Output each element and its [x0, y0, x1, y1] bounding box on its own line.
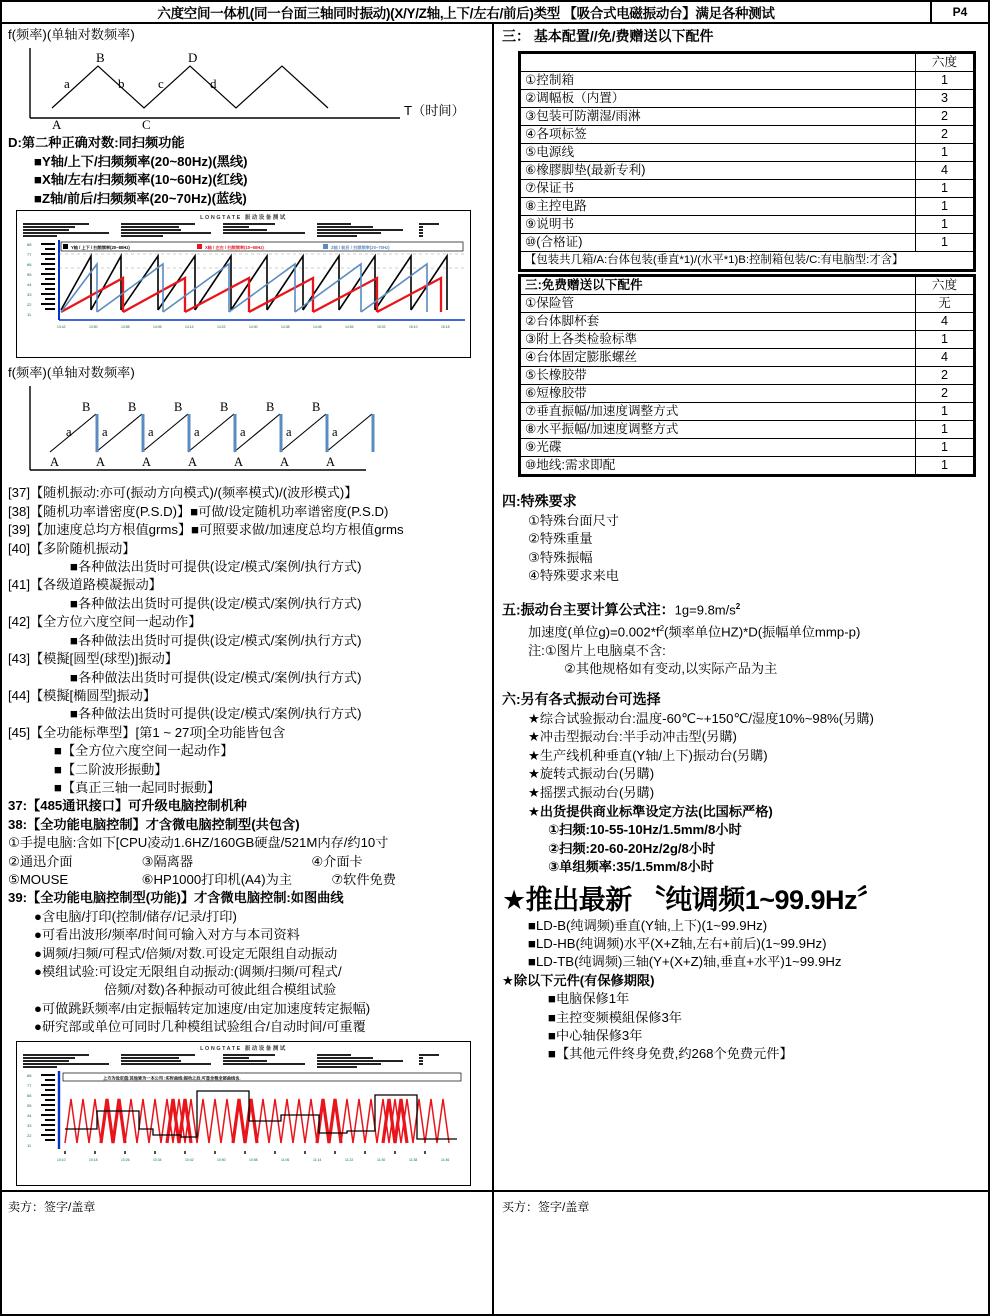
item-num: [39] — [8, 522, 30, 538]
table-row — [521, 349, 974, 367]
svg-text:11:38: 11:38 — [409, 1157, 418, 1162]
cell-qty: 1 — [916, 439, 974, 457]
item-sub: ■各种做法出货时可提供(设定/模式/案例/执行方式) — [70, 595, 362, 611]
svg-text:Y轴 / 上下 / 扫频频率(20~80Hz): Y轴 / 上下 / 扫频频率(20~80Hz) — [71, 245, 130, 251]
ld-model: ■LD-B(纯调频)垂直(Y轴,上下)(1~99.9Hz) — [528, 917, 768, 933]
warranty-item: ■电脑保修1年 — [548, 991, 630, 1007]
left-column — [2, 24, 494, 1190]
cell-qty: 2 — [916, 126, 974, 144]
svg-text:B: B — [312, 400, 321, 415]
svg-text:10:50: 10:50 — [217, 1157, 226, 1162]
list-item — [8, 613, 488, 631]
svg-text:10:34: 10:34 — [153, 1157, 162, 1162]
table-row — [521, 126, 974, 144]
cell-name: ⑨光碟 — [521, 439, 916, 457]
cell-name: ②台体脚杯套 — [521, 313, 916, 331]
svg-text:11: 11 — [27, 1142, 32, 1148]
svg-text:c: c — [158, 76, 164, 92]
item-num: [44] — [8, 687, 30, 703]
svg-text:A: A — [280, 455, 290, 470]
svg-text:10:42: 10:42 — [185, 1157, 194, 1162]
d-block-line-z: ■Z轴/前后/扫频频率(20~70Hz)(蓝线) — [34, 190, 247, 206]
svg-text:10:18: 10:18 — [89, 1157, 98, 1162]
svg-text:15:02: 15:02 — [377, 325, 386, 330]
sub-interface-card: ④介面卡 — [311, 853, 363, 869]
table-header-row — [521, 277, 974, 295]
svg-text:a: a — [240, 425, 246, 440]
cell-qty: 1 — [916, 72, 974, 90]
cell-name: ⑤电源线 — [521, 144, 916, 162]
list-item — [8, 521, 488, 539]
svg-text:B: B — [266, 400, 275, 415]
d-block-line-x: ■X轴/左右/扫频频率(10~60Hz)(红线) — [34, 172, 248, 188]
page-number: P4 — [930, 2, 988, 22]
svg-text:11:14: 11:14 — [313, 1157, 322, 1162]
cell-name: ②调幅板（内置） — [521, 90, 916, 108]
item-39-pc-control-func: 39:【全功能电脑控制型(功能)】才含微电脑控制:如图曲线 — [8, 890, 344, 906]
item-text: 【加速度总均方根值grms】■可照要求做/加速度总均方根值grms — [30, 522, 404, 538]
cell-name: ⑨说明书 — [521, 216, 916, 234]
table-header-row — [521, 54, 974, 72]
svg-text:14:46: 14:46 — [313, 325, 322, 330]
sweep-chart-meta — [17, 221, 470, 238]
diagram1-y-axis-label: f(频率)(单轴对数频率) — [8, 27, 135, 42]
cell-name: ⑧水平振幅/加速度调整方式 — [521, 421, 916, 439]
item-text: 【各级道路模凝振动】 — [30, 577, 162, 593]
cell-qty: 4 — [916, 349, 974, 367]
table-row — [521, 216, 974, 234]
svg-text:14:54: 14:54 — [345, 325, 354, 330]
item-38-sub-row2 — [8, 853, 488, 871]
svg-text:B: B — [82, 400, 91, 415]
svg-text:A: A — [142, 455, 152, 470]
oscillation-chart-meta — [17, 1052, 470, 1069]
cell-name: ④各项标签 — [521, 126, 916, 144]
svg-text:66: 66 — [27, 262, 32, 268]
list-item — [8, 687, 488, 705]
sec6-option: ★生产线机种垂直(Y轴/上下)振动台(另購) — [528, 747, 768, 763]
svg-text:55: 55 — [27, 272, 32, 278]
bullet-line: ●模组试验:可设定无限组自动振动:(调频/扫频/可程式/ — [34, 964, 342, 979]
item-text: 【全功能标準型】[第1 ~ 27项]全功能皆包含 — [30, 724, 286, 740]
cell-name: ⑥橡膠脚垫(最新专利) — [521, 162, 916, 180]
cell-qty: 1 — [916, 403, 974, 421]
d-block-title: D:第二种正确对数:同扫频功能 — [8, 135, 185, 151]
warranty-item: ■主控变频模組保修3年 — [548, 1009, 682, 1025]
buyer-label: 买方：签字/盖章 — [502, 1200, 590, 1214]
cell-name: ③包装可防潮湿/雨淋 — [521, 108, 916, 126]
table-row — [521, 72, 974, 90]
diagram2-y-axis-label: f(频率)(单轴对数频率) — [8, 365, 135, 381]
bullet-line: ●可看出波形/频率/时间可输入对方与本司资料 — [34, 927, 300, 943]
svg-text:14:38: 14:38 — [281, 325, 290, 330]
section-6-title: 六:另有各式振动台可选择 — [502, 690, 661, 707]
free-accessories-table-wrap — [518, 274, 976, 477]
item-sub: ■各种做法出货时可提供(设定/模式/案例/执行方式) — [70, 632, 362, 648]
svg-text:上方为设定值:其他皆为一本公司 :实时曲线:振动之后,可显: 上方为设定值:其他皆为一本公司 :实时曲线:振动之后,可显全程全部曲线也. — [103, 1075, 241, 1081]
item-num: [43] — [8, 651, 30, 667]
sawtooth-wave-diagram — [8, 382, 488, 484]
sub-mouse: ⑤MOUSE — [8, 871, 69, 887]
cell-name: ⑧主控电路 — [521, 198, 916, 216]
item-text: 【随机功率谱密度(P.S.D)】■可做/设定随机功率谱密度(P.S.D) — [30, 503, 389, 519]
formula-part-b: (频率单位HZ)*D(振幅单位mmp-p) — [664, 624, 861, 640]
table-row — [521, 331, 974, 349]
svg-text:D: D — [188, 50, 198, 66]
triangle-wave-diagram — [8, 44, 488, 132]
list-item — [8, 724, 488, 742]
table-row — [521, 162, 974, 180]
warranty-item: ■【其他元件终身免费,约268个免费元件】 — [548, 1046, 793, 1062]
item-sub: ■各种做法出货时可提供(设定/模式/案例/执行方式) — [70, 669, 362, 685]
table-note-row — [521, 252, 974, 270]
bullet-line: ●调频/扫频/可程式/倍频/对数.可设定无限组自动振动 — [34, 945, 338, 961]
sweep-chart-screenshot — [16, 210, 471, 358]
sec6-option: ★冲击型振动台:半手动冲击型(另購) — [528, 729, 737, 745]
svg-text:10:10: 10:10 — [57, 1157, 66, 1162]
svg-text:B: B — [128, 400, 137, 415]
cell-qty: 1 — [916, 198, 974, 216]
svg-text:A: A — [96, 455, 106, 470]
cell-name: ⑩(合格证) — [521, 234, 916, 252]
oscillation-chart-title: LONGTATE 振动设备测试 — [200, 1045, 287, 1052]
table-row — [521, 234, 974, 252]
sub-printer: ⑥HP1000打印机(A4)为主 — [141, 871, 293, 887]
svg-text:B: B — [174, 400, 183, 415]
cell-qty: 1 — [916, 331, 974, 349]
svg-text:13:42: 13:42 — [57, 325, 66, 330]
sec5-note-2: ②其他规格如有变动,以实际产品为主 — [564, 661, 778, 677]
standard-item: ②扫频:20-60-20Hz/2g/8小时 — [548, 840, 716, 856]
item-sub: ■各种做法出货时可提供(设定/模式/案例/执行方式) — [70, 559, 362, 575]
svg-text:a: a — [194, 425, 200, 440]
signature-footer — [2, 1190, 988, 1314]
table-row — [521, 198, 974, 216]
svg-text:33: 33 — [27, 292, 32, 298]
section-5-title — [502, 596, 980, 621]
sec4-item: ②特殊重量 — [528, 531, 593, 547]
cell-qty: 4 — [916, 162, 974, 180]
d-block-line-y: ■Y轴/上下/扫频频率(20~80Hz)(黑线) — [34, 153, 248, 169]
svg-text:11:30: 11:30 — [377, 1157, 386, 1162]
cell-qty: 1 — [916, 180, 974, 198]
svg-text:15:18: 15:18 — [441, 325, 450, 330]
svg-text:14:30: 14:30 — [249, 325, 258, 330]
svg-text:a: a — [286, 425, 292, 440]
warranty-title: ★除以下元件(有保修期限) — [502, 972, 655, 988]
cell-name: ①控制箱 — [521, 72, 916, 90]
sub-software-free: ⑦软件免费 — [331, 871, 396, 887]
formula-exponent: 2 — [659, 624, 665, 634]
cell-name: ④台体固定膨胀螺丝 — [521, 349, 916, 367]
sec6-option: ★综合试验振动台:温度-60℃~+150℃/湿度10%~98%(另購) — [528, 710, 874, 726]
col-header-qty: 六度 — [916, 54, 974, 72]
item-num: [42] — [8, 614, 30, 630]
svg-text:11:06: 11:06 — [281, 1157, 290, 1162]
table-row — [521, 385, 974, 403]
sec4-item: ③特殊振幅 — [528, 549, 593, 565]
cell-qty: 1 — [916, 457, 974, 475]
cell-qty: 1 — [916, 421, 974, 439]
item-num: [45] — [8, 724, 30, 740]
item-num: [40] — [8, 540, 30, 556]
svg-text:a: a — [66, 425, 72, 440]
buyer-signature-block[interactable] — [494, 1192, 988, 1314]
cell-qty: 4 — [916, 313, 974, 331]
svg-text:A: A — [234, 455, 244, 470]
list-item — [8, 540, 488, 558]
cell-qty: 1 — [916, 216, 974, 234]
sweep-chart-plot — [17, 238, 470, 334]
svg-text:11:46: 11:46 — [441, 1157, 450, 1162]
cell-name: ③附上各类检验标準 — [521, 331, 916, 349]
sec6-option: ★旋转式振动台(另購) — [528, 766, 655, 782]
cell-qty: 2 — [916, 367, 974, 385]
table-row — [521, 367, 974, 385]
seller-label: 卖方：签字/盖章 — [8, 1200, 96, 1214]
sec5-g-unit-sup: 2 — [735, 601, 741, 611]
svg-text:15:10: 15:10 — [409, 325, 418, 330]
item-text: 【多阶随机振动】 — [30, 540, 136, 556]
item-38-sub-laptop: ①手提电脑:含如下[CPU凌动1.6HZ/160GB硬盘/521M内存/约10寸 — [8, 835, 389, 851]
sec4-item: ④特殊要求来电 — [528, 568, 619, 584]
cell-name: ⑦保证书 — [521, 180, 916, 198]
svg-text:a: a — [102, 425, 108, 440]
svg-text:11: 11 — [27, 312, 32, 318]
list-item — [8, 484, 488, 502]
svg-text:X轴 / 左右 / 扫频频率(10~60Hz): X轴 / 左右 / 扫频频率(10~60Hz) — [205, 245, 264, 251]
item-num: [41] — [8, 577, 30, 593]
item-text: 【全方位六度空间一起动作】 — [30, 614, 202, 630]
formula-part-a: 加速度(单位g)=0.002*f — [528, 624, 660, 640]
svg-text:B: B — [220, 400, 229, 415]
svg-text:22: 22 — [27, 1132, 32, 1138]
svg-text:A: A — [52, 117, 62, 133]
cell-name: ⑦垂直振幅/加速度调整方式 — [521, 403, 916, 421]
ld-model: ■LD-HB(纯调频)水平(X+Z轴,左右+前后)(1~99.9Hz) — [528, 935, 827, 951]
cell-qty: 1 — [916, 144, 974, 162]
svg-text:11:22: 11:22 — [345, 1157, 354, 1162]
item-sub: ■各种做法出货时可提供(设定/模式/案例/执行方式) — [70, 706, 362, 722]
basic-config-table-wrap — [518, 51, 976, 272]
svg-text:A: A — [188, 455, 198, 470]
ld-model: ■LD-TB(纯调频)三轴(Y+(X+Z)轴,垂直+水平)1~99.9Hz — [528, 954, 842, 970]
section-3-title: 三： 基本配置//免/费赠送以下配件 — [502, 28, 714, 44]
svg-text:10:58: 10:58 — [249, 1157, 258, 1162]
svg-text:33: 33 — [27, 1122, 32, 1128]
table-row — [521, 180, 974, 198]
item-num: [37] — [8, 485, 30, 501]
item-37-485-interface: 37:【485通讯接口】可升级电脑控制机种 — [8, 798, 247, 814]
page-title: 六度空间一体机(同一台面三轴同时振动)(X/Y/Z轴,上下/左右/前后)类型 【吸合式电磁振动台】满足各种测试 — [157, 6, 775, 21]
svg-text:10:26: 10:26 — [121, 1157, 130, 1162]
svg-text:A: A — [326, 455, 336, 470]
bullet-line-cont: 倍频/对数)各种振动可彼此组合模组试验 — [104, 982, 337, 998]
sec6-option: ★摇摆式振动台(另購) — [528, 784, 655, 800]
svg-text:C: C — [142, 117, 151, 133]
cell-name: ⑩地线:需求即配 — [521, 457, 916, 475]
col-header-qty: 六度 — [916, 277, 974, 295]
item-text: 【模擬[圆型(球型)]振动】 — [30, 651, 178, 667]
packaging-note: 【包装共几箱/A:台体包装(垂直*1)/(水平*1)B:控制箱包装/C:有电脑型:才含】 — [521, 252, 974, 270]
svg-text:Z轴 / 前后 / 扫频频率(20~70Hz): Z轴 / 前后 / 扫频频率(20~70Hz) — [331, 245, 390, 251]
sub-isolator: ③隔离器 — [141, 853, 194, 869]
cell-name: ①保险管 — [521, 295, 916, 313]
table-row — [521, 403, 974, 421]
svg-text:a: a — [148, 425, 154, 440]
svg-text:14:14: 14:14 — [185, 325, 194, 330]
sub-comm-interface: ②通迅介面 — [8, 853, 73, 869]
table-row — [521, 144, 974, 162]
svg-text:55: 55 — [27, 1102, 32, 1108]
right-column — [494, 24, 988, 1190]
cell-qty: 2 — [916, 108, 974, 126]
table-row — [521, 421, 974, 439]
table-row — [521, 295, 974, 313]
svg-text:22: 22 — [27, 302, 32, 308]
sec4-item: ①特殊台面尺寸 — [528, 513, 619, 528]
svg-text:A: A — [50, 455, 60, 470]
sec5-formula — [502, 620, 980, 642]
svg-text:77: 77 — [27, 1082, 32, 1088]
diagram1-x-axis-label: T（时间） — [404, 103, 465, 119]
page-header — [2, 2, 988, 24]
bullet-line: ●含电脑/打印(控制/储存/记录/打印) — [34, 908, 237, 924]
cell-qty: 3 — [916, 90, 974, 108]
seller-signature-block[interactable] — [2, 1192, 494, 1314]
standard-item: ①扫频:10-55-10Hz/1.5mm/8小时 — [548, 822, 742, 838]
svg-text:b: b — [118, 76, 125, 92]
svg-text:44: 44 — [27, 1112, 32, 1118]
svg-text:88: 88 — [27, 1072, 32, 1078]
cell-name: ⑤长橡胶带 — [521, 367, 916, 385]
table-row — [521, 90, 974, 108]
sec5-g-unit: 1g=9.8m/s — [674, 602, 736, 618]
section-4-title: 四:特殊要求 — [502, 493, 577, 509]
basic-config-table — [520, 53, 974, 270]
new-product-highlight: ★推出最新 〝纯调频1~99.9Hz〞 — [502, 884, 884, 915]
list-item — [8, 650, 488, 668]
list-item — [8, 503, 488, 521]
oscillation-chart-plot — [17, 1069, 470, 1164]
col-header-name — [521, 54, 916, 72]
bullet-line: ●可做跳跃频率/由定振幅转定加速度/由定加速度转定振幅) — [34, 1000, 371, 1016]
warranty-item: ■中心轴保修3年 — [548, 1027, 643, 1043]
svg-text:B: B — [96, 50, 105, 66]
item-num: [38] — [8, 503, 30, 519]
svg-text:88: 88 — [27, 242, 32, 248]
free-accessories-table — [520, 276, 974, 475]
svg-text:d: d — [210, 76, 217, 92]
table-row — [521, 313, 974, 331]
sec5-note-1: 注:①图片上电脑桌不含: — [528, 643, 666, 659]
cell-qty: 2 — [916, 385, 974, 403]
svg-text:66: 66 — [27, 1092, 32, 1098]
item-sub: ■【二阶波形振動】 — [54, 761, 168, 777]
item-text: 【模擬[椭圆型]振动】 — [30, 687, 157, 703]
item-38-sub-row3 — [8, 871, 488, 889]
svg-text:13:50: 13:50 — [89, 325, 98, 330]
svg-text:77: 77 — [27, 252, 32, 258]
item-sub: ■【全方位六度空间一起动作】 — [54, 743, 234, 759]
svg-text:14:06: 14:06 — [153, 325, 162, 330]
col-header-name: 三:免费赠送以下配件 — [521, 277, 916, 295]
table-row — [521, 108, 974, 126]
svg-text:14:22: 14:22 — [217, 325, 226, 330]
oscillation-chart-screenshot — [16, 1041, 471, 1186]
svg-text:44: 44 — [27, 282, 32, 288]
item-sub: ■【真正三轴一起同时振動】 — [54, 779, 221, 795]
standard-title: ★出货提供商业标準设定方法(比国标严格) — [528, 803, 773, 819]
cell-qty: 无 — [916, 295, 974, 313]
cell-name: ⑥短橡胶带 — [521, 385, 916, 403]
svg-text:13:58: 13:58 — [121, 325, 130, 330]
feature-list — [8, 484, 488, 797]
item-38-pc-control: 38:【全功能电脑控制】才含微电脑控制型(共包含) — [8, 816, 300, 832]
cell-qty: 1 — [916, 234, 974, 252]
sec5-label: 五:振动台主要计算公式注： — [502, 601, 675, 618]
svg-text:a: a — [64, 76, 70, 92]
content-columns — [2, 24, 988, 1190]
sweep-chart-title: LONGTATE 振动设备测试 — [200, 215, 287, 222]
table-row — [521, 457, 974, 475]
standard-item: ③单组频率:35/1.5mm/8小时 — [548, 859, 714, 875]
svg-text:a: a — [332, 425, 338, 440]
list-item — [8, 576, 488, 594]
item-text: 【随机振动:亦可(振动方向模式)/(频率模式)/(波形模式)】 — [30, 485, 358, 501]
bullet-line: ●研究部或单位可同时几种模组试验组合/自动时间/可重覆 — [34, 1019, 366, 1035]
table-row — [521, 439, 974, 457]
